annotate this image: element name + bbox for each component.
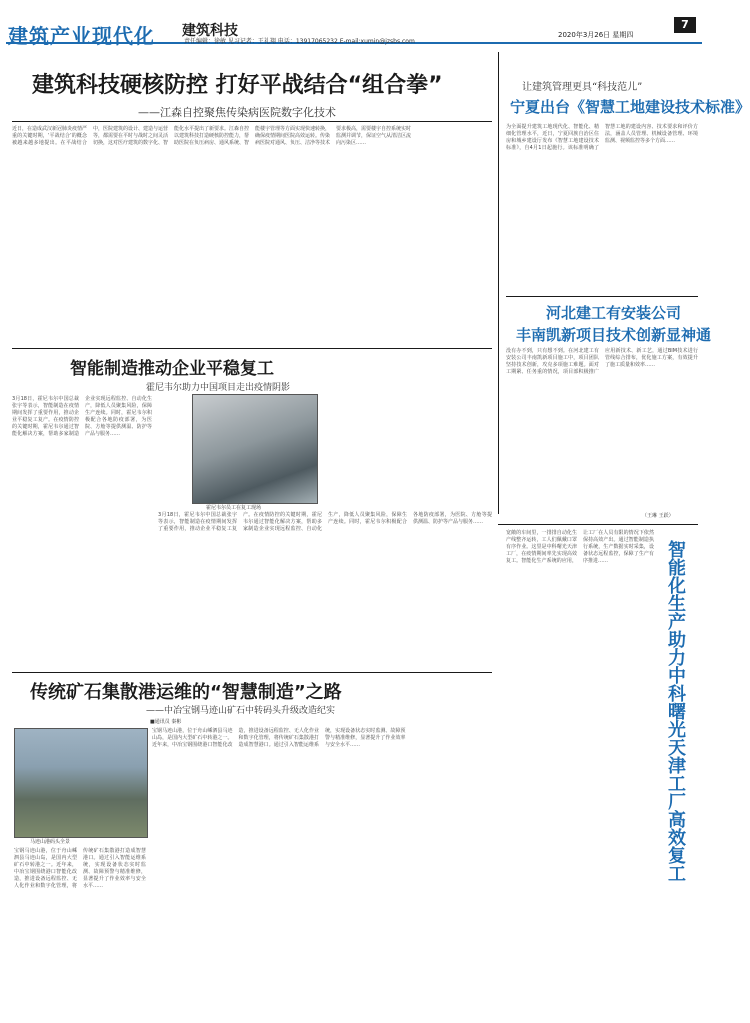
port-photo-caption: 马迹山港码头全景 xyxy=(30,839,71,845)
divider xyxy=(12,348,492,349)
divider xyxy=(12,672,492,673)
story6-headline: 智能化生产助力中科曙光天津工厂高效复工 xyxy=(665,540,686,882)
story3-headline: 传统矿石集散港运维的“智慧制造”之路 xyxy=(30,682,342,703)
story2-headline: 智能制造推动企业平稳复工 xyxy=(70,359,274,379)
editors-line: 责任编辑：徐敏 见习记者：王礼翔 电话：13917065232 E-mail:xumin@jzsbs.com xyxy=(184,38,415,45)
story1-body: 近日，在造成武汉新冠肺炎疫情严重的关键时期，‘平战结合’的概念被越来越多地提出。在平战结合中，医院建筑的设计、建造与运营等，都需要在平时与战时之间灵活切换，这对医疗建筑的数字化、智能化水平提出了新要求。江森自控以建筑科技打造硬核防控能力，帮助医院在负压病房、通风系统、智能楼宇管理等方面实现快速转换，确保疫情期间医院高效运转。传染病医院对通风、负压、洁净等技术要求极高，需要楼宇自控系统实时监测并调节，保证空气从清洁区流向污染区…… xyxy=(12,126,412,146)
story4-body: 为全面提升建筑工地现代化、智能化、精细化管理水平，近日，宁夏回族自治区住房和城乡建设厅发布《智慧工地建设技术标准》，自4月1日起施行。该标准明确了智慧工地的建设内容、技术要求和评价方法，涵盖人员管理、机械设备管理、环境监测、视频监控等多个方面…… xyxy=(506,124,698,151)
port-photo xyxy=(14,728,148,838)
divider xyxy=(498,524,698,525)
story3-byline: ■通讯员 秦彬 xyxy=(150,719,182,725)
page-number: 7 xyxy=(674,17,696,33)
story1-subtitle: ——江森自控聚焦传染病医院数字化技术 xyxy=(138,106,336,119)
story5-headline-line1: 河北建工有安装公司 xyxy=(546,304,682,322)
story3-body-right: 宝钢马迹山港，位于舟山嵊泗县马迹山岛，是国内大型矿石中转港之一。近年来，中冶宝钢围绕港口智能化改造，推进设备远程监控、无人化作业和数字化管理，将传统矿石集散港打造成智慧港口。通过引入智能运维系统，实现设备状态实时监测、故障预警与精准维修，显著提升了作业效率与安全水平…… xyxy=(152,728,406,748)
story6-body: 宽敞的车间里，一排排自动化生产线整齐运转，工人们佩戴口罩有序作业。这里是中科曙光天津工厂，在疫情期间率先实现高效复工。智能化生产系统的应用，让工厂在人员有限的情况下依然保持高效产出。通过智能制造执行系统，生产数据实时采集，设备状态远程监控，保障了生产有序推进…… xyxy=(506,530,654,564)
story5-headline-line2: 丰南凯新项目技术创新显神通 xyxy=(516,326,712,344)
story5-body: 没有办不到，只有想不到。在河北建工有安装公司丰南凯新项目施工中，项目团队坚持技术创新，攻克多项施工难题。面对工期紧、任务重的情况，项目部积极推广应用新技术、新工艺，通过BIM技术进行管线综合排布，优化施工方案，有效提升了施工质量和效率…… xyxy=(506,348,698,375)
brand-title: 建筑产业现代化 xyxy=(8,24,155,48)
issue-date: 2020年3月26日 星期四 xyxy=(558,31,634,39)
divider xyxy=(506,296,698,297)
story4-headline: 宁夏出台《智慧工地建设技术标准》 xyxy=(510,98,750,116)
honeywell-photo-caption: 霍尼韦尔员工在复工现场 xyxy=(206,505,262,511)
honeywell-photo xyxy=(192,394,318,504)
story3-subtitle: ——中冶宝钢马迹山矿石中转码头升级改造纪实 xyxy=(146,706,336,716)
divider xyxy=(12,121,492,122)
story2-body-right: 3月18日，霍尼韦尔中国总裁张宇等表示，智能制造在疫情期间发挥了重要作用，推动企业平稳复工复产。在疫情防控的关键时期，霍尼韦尔通过智能化解决方案，帮助多家制造企业实现远程监控、自动化生产，降低人员聚集风险，保障生产连续。同时，霍尼韦尔积极配合各地防疫部署，为医院、方舱等提供测温、防护等产品与服务…… xyxy=(158,512,492,532)
story5-signoff: （王琳 王跃） xyxy=(642,513,674,519)
story2-body-left: 3月18日，霍尼韦尔中国总裁张宇等表示，智能制造在疫情期间发挥了重要作用，推动企业平稳复工复产。在疫情防控的关键时期，霍尼韦尔通过智能化解决方案，帮助多家制造企业实现远程监控、自动化生产，降低人员聚集风险，保障生产连续。同时，霍尼韦尔积极配合各地防疫部署，为医院、方舱等提供测温、防护等产品与服务…… xyxy=(12,396,152,437)
story4-kicker: 让建筑管理更具“科技范儿” xyxy=(522,82,643,93)
story2-subtitle: 霍尼韦尔助力中国项目走出疫情阴影 xyxy=(146,383,291,393)
section-title: 建筑科技 xyxy=(182,23,238,39)
story1-headline: 建筑科技硬核防控 打好平战结合“组合拳” xyxy=(32,73,443,98)
story3-body-left: 宝钢马迹山港，位于舟山嵊泗县马迹山岛，是国内大型矿石中转港之一。近年来，中冶宝钢围绕港口智能化改造，推进设备远程监控、无人化作业和数字化管理，将传统矿石集散港打造成智慧港口。通过引入智能运维系统，实现设备状态实时监测、故障预警与精准维修，显著提升了作业效率与安全水平…… xyxy=(14,848,146,889)
column-divider xyxy=(498,52,499,514)
